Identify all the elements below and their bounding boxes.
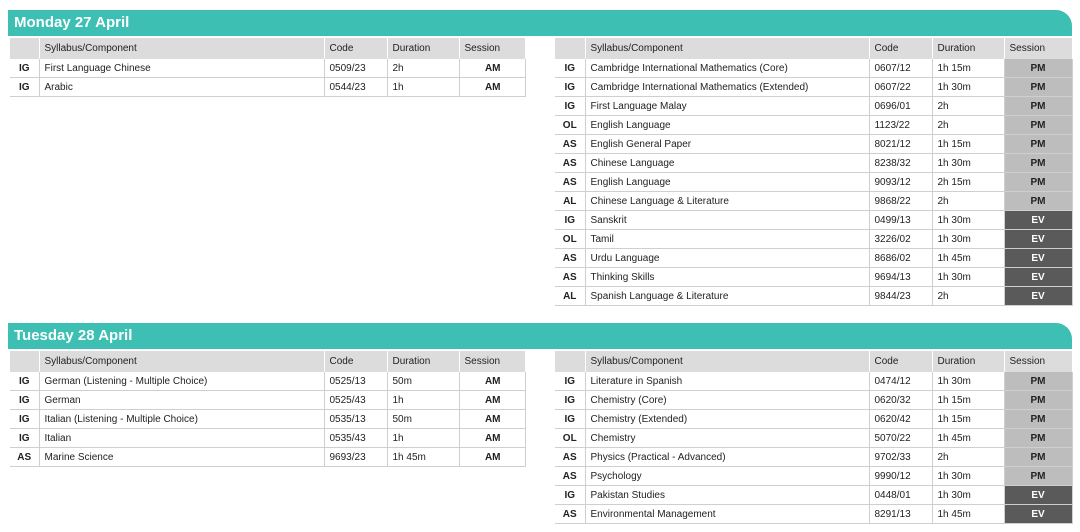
qualification-cell: IG bbox=[10, 410, 39, 429]
code-cell: 9990/12 bbox=[869, 467, 932, 486]
table-row bbox=[10, 410, 525, 429]
code-cell: 0525/13 bbox=[324, 372, 387, 391]
tuesday-am-table bbox=[10, 351, 526, 467]
col-code-header: Code bbox=[324, 38, 387, 59]
col-duration-header: Duration bbox=[932, 351, 1004, 372]
syllabus-cell: Cambridge International Mathematics (Core) bbox=[585, 59, 869, 78]
col-syllabus-header: Syllabus/Component bbox=[585, 38, 869, 59]
table-row bbox=[10, 372, 525, 391]
code-cell: 0544/23 bbox=[324, 78, 387, 97]
session-cell: AM bbox=[459, 372, 525, 391]
col-session-header: Session bbox=[1004, 351, 1072, 372]
table-row bbox=[555, 59, 1072, 78]
qualification-cell: AS bbox=[555, 505, 585, 524]
monday-am-table bbox=[10, 38, 526, 97]
col-syllabus-header: Syllabus/Component bbox=[39, 38, 324, 59]
col-duration-header: Duration bbox=[387, 351, 459, 372]
col-session-header: Session bbox=[459, 38, 525, 59]
syllabus-cell: Psychology bbox=[585, 467, 869, 486]
code-cell: 8686/02 bbox=[869, 249, 932, 268]
code-cell: 9693/23 bbox=[324, 448, 387, 467]
col-code-header: Code bbox=[869, 38, 932, 59]
session-cell: PM bbox=[1004, 410, 1072, 429]
session-cell: PM bbox=[1004, 372, 1072, 391]
session-cell: EV bbox=[1004, 211, 1072, 230]
table-row bbox=[10, 78, 525, 97]
syllabus-cell: Chinese Language bbox=[585, 154, 869, 173]
qualification-cell: IG bbox=[10, 391, 39, 410]
table-row bbox=[555, 135, 1072, 154]
duration-cell: 50m bbox=[387, 372, 459, 391]
code-cell: 9868/22 bbox=[869, 192, 932, 211]
code-cell: 9844/23 bbox=[869, 287, 932, 306]
session-cell: EV bbox=[1004, 287, 1072, 306]
col-qual-header bbox=[555, 351, 585, 372]
col-duration-header: Duration bbox=[932, 38, 1004, 59]
qualification-cell: AS bbox=[555, 135, 585, 154]
code-cell: 8238/32 bbox=[869, 154, 932, 173]
code-cell: 0620/42 bbox=[869, 410, 932, 429]
code-cell: 8291/13 bbox=[869, 505, 932, 524]
duration-cell: 2h bbox=[932, 192, 1004, 211]
col-qual-header bbox=[555, 38, 585, 59]
session-cell: AM bbox=[459, 448, 525, 467]
duration-cell: 1h 30m bbox=[932, 78, 1004, 97]
code-cell: 1123/22 bbox=[869, 116, 932, 135]
code-cell: 9093/12 bbox=[869, 173, 932, 192]
duration-cell: 1h 15m bbox=[932, 391, 1004, 410]
session-cell: EV bbox=[1004, 268, 1072, 287]
duration-cell: 1h 15m bbox=[932, 410, 1004, 429]
syllabus-cell: Cambridge International Mathematics (Extended) bbox=[585, 78, 869, 97]
syllabus-cell: Environmental Management bbox=[585, 505, 869, 524]
duration-cell: 2h 15m bbox=[932, 173, 1004, 192]
qualification-cell: AS bbox=[555, 173, 585, 192]
qualification-cell: IG bbox=[555, 97, 585, 116]
table-row bbox=[555, 372, 1072, 391]
duration-cell: 1h 30m bbox=[932, 154, 1004, 173]
qualification-cell: OL bbox=[555, 116, 585, 135]
table-row bbox=[555, 287, 1072, 306]
table-row bbox=[10, 391, 525, 410]
qualification-cell: OL bbox=[555, 429, 585, 448]
table-row bbox=[555, 192, 1072, 211]
syllabus-cell: Arabic bbox=[39, 78, 324, 97]
session-cell: PM bbox=[1004, 173, 1072, 192]
qualification-cell: IG bbox=[10, 372, 39, 391]
session-cell: PM bbox=[1004, 467, 1072, 486]
code-cell: 0607/22 bbox=[869, 78, 932, 97]
duration-cell: 1h 45m bbox=[932, 249, 1004, 268]
qualification-cell: IG bbox=[10, 59, 39, 78]
syllabus-cell: Pakistan Studies bbox=[585, 486, 869, 505]
session-cell: EV bbox=[1004, 505, 1072, 524]
col-code-header: Code bbox=[324, 351, 387, 372]
duration-cell: 1h bbox=[387, 78, 459, 97]
session-cell: PM bbox=[1004, 97, 1072, 116]
session-cell: AM bbox=[459, 59, 525, 78]
qualification-cell: AL bbox=[555, 287, 585, 306]
qualification-cell: IG bbox=[555, 211, 585, 230]
qualification-cell: AS bbox=[10, 448, 39, 467]
syllabus-cell: Physics (Practical - Advanced) bbox=[585, 448, 869, 467]
duration-cell: 2h bbox=[932, 97, 1004, 116]
table-row bbox=[555, 173, 1072, 192]
code-cell: 0474/12 bbox=[869, 372, 932, 391]
syllabus-cell: Thinking Skills bbox=[585, 268, 869, 287]
session-cell: AM bbox=[459, 391, 525, 410]
table-row bbox=[555, 154, 1072, 173]
col-qual-header bbox=[10, 38, 39, 59]
qualification-cell: AS bbox=[555, 154, 585, 173]
duration-cell: 1h 30m bbox=[932, 230, 1004, 249]
session-cell: PM bbox=[1004, 59, 1072, 78]
table-row bbox=[555, 97, 1072, 116]
day-header-monday: Monday 27 April bbox=[8, 10, 1072, 36]
code-cell: 0525/43 bbox=[324, 391, 387, 410]
duration-cell: 1h 30m bbox=[932, 211, 1004, 230]
col-code-header: Code bbox=[869, 351, 932, 372]
table-row bbox=[555, 429, 1072, 448]
code-cell: 0535/13 bbox=[324, 410, 387, 429]
duration-cell: 50m bbox=[387, 410, 459, 429]
qualification-cell: AS bbox=[555, 448, 585, 467]
session-cell: PM bbox=[1004, 429, 1072, 448]
qualification-cell: IG bbox=[10, 78, 39, 97]
session-cell: EV bbox=[1004, 249, 1072, 268]
session-cell: AM bbox=[459, 429, 525, 448]
session-cell: PM bbox=[1004, 78, 1072, 97]
syllabus-cell: English Language bbox=[585, 116, 869, 135]
duration-cell: 2h bbox=[932, 448, 1004, 467]
syllabus-cell: First Language Chinese bbox=[39, 59, 324, 78]
syllabus-cell: Literature in Spanish bbox=[585, 372, 869, 391]
col-qual-header bbox=[10, 351, 39, 372]
syllabus-cell: Chemistry (Core) bbox=[585, 391, 869, 410]
duration-cell: 2h bbox=[932, 287, 1004, 306]
col-session-header: Session bbox=[1004, 38, 1072, 59]
qualification-cell: IG bbox=[555, 59, 585, 78]
qualification-cell: AS bbox=[555, 268, 585, 287]
duration-cell: 1h 30m bbox=[932, 268, 1004, 287]
duration-cell: 2h bbox=[932, 116, 1004, 135]
session-cell: EV bbox=[1004, 230, 1072, 249]
code-cell: 0509/23 bbox=[324, 59, 387, 78]
qualification-cell: IG bbox=[555, 410, 585, 429]
table-row bbox=[555, 211, 1072, 230]
session-cell: PM bbox=[1004, 448, 1072, 467]
qualification-cell: AS bbox=[555, 249, 585, 268]
code-cell: 0499/13 bbox=[869, 211, 932, 230]
session-cell: PM bbox=[1004, 391, 1072, 410]
table-row bbox=[555, 467, 1072, 486]
col-syllabus-header: Syllabus/Component bbox=[39, 351, 324, 372]
duration-cell: 1h 15m bbox=[932, 135, 1004, 154]
syllabus-cell: English Language bbox=[585, 173, 869, 192]
qualification-cell: AL bbox=[555, 192, 585, 211]
col-syllabus-header: Syllabus/Component bbox=[585, 351, 869, 372]
duration-cell: 1h 45m bbox=[932, 505, 1004, 524]
code-cell: 0696/01 bbox=[869, 97, 932, 116]
tuesday-pm-table bbox=[555, 351, 1073, 524]
session-cell: PM bbox=[1004, 154, 1072, 173]
table-row bbox=[555, 249, 1072, 268]
duration-cell: 1h bbox=[387, 391, 459, 410]
syllabus-cell: Italian bbox=[39, 429, 324, 448]
table-row bbox=[555, 448, 1072, 467]
syllabus-cell: Italian (Listening - Multiple Choice) bbox=[39, 410, 324, 429]
syllabus-cell: German (Listening - Multiple Choice) bbox=[39, 372, 324, 391]
code-cell: 0535/43 bbox=[324, 429, 387, 448]
syllabus-cell: German bbox=[39, 391, 324, 410]
code-cell: 5070/22 bbox=[869, 429, 932, 448]
col-session-header: Session bbox=[459, 351, 525, 372]
table-row bbox=[555, 116, 1072, 135]
duration-cell: 2h bbox=[387, 59, 459, 78]
table-row bbox=[10, 448, 525, 467]
syllabus-cell: Tamil bbox=[585, 230, 869, 249]
syllabus-cell: Urdu Language bbox=[585, 249, 869, 268]
duration-cell: 1h 30m bbox=[932, 467, 1004, 486]
qualification-cell: AS bbox=[555, 467, 585, 486]
table-row bbox=[555, 230, 1072, 249]
table-row bbox=[555, 391, 1072, 410]
table-row bbox=[555, 410, 1072, 429]
syllabus-cell: English General Paper bbox=[585, 135, 869, 154]
code-cell: 0607/12 bbox=[869, 59, 932, 78]
duration-cell: 1h 45m bbox=[932, 429, 1004, 448]
syllabus-cell: First Language Malay bbox=[585, 97, 869, 116]
syllabus-cell: Spanish Language & Literature bbox=[585, 287, 869, 306]
syllabus-cell: Chemistry bbox=[585, 429, 869, 448]
syllabus-cell: Chinese Language & Literature bbox=[585, 192, 869, 211]
col-duration-header: Duration bbox=[387, 38, 459, 59]
code-cell: 9702/33 bbox=[869, 448, 932, 467]
table-row bbox=[10, 429, 525, 448]
code-cell: 0448/01 bbox=[869, 486, 932, 505]
syllabus-cell: Chemistry (Extended) bbox=[585, 410, 869, 429]
monday-pm-table bbox=[555, 38, 1073, 306]
qualification-cell: IG bbox=[555, 486, 585, 505]
session-cell: AM bbox=[459, 78, 525, 97]
code-cell: 8021/12 bbox=[869, 135, 932, 154]
qualification-cell: IG bbox=[555, 372, 585, 391]
duration-cell: 1h 15m bbox=[932, 59, 1004, 78]
session-cell: PM bbox=[1004, 116, 1072, 135]
duration-cell: 1h bbox=[387, 429, 459, 448]
table-row bbox=[555, 78, 1072, 97]
table-row bbox=[555, 486, 1072, 505]
code-cell: 3226/02 bbox=[869, 230, 932, 249]
session-cell: PM bbox=[1004, 135, 1072, 154]
qualification-cell: OL bbox=[555, 230, 585, 249]
qualification-cell: IG bbox=[555, 391, 585, 410]
syllabus-cell: Marine Science bbox=[39, 448, 324, 467]
duration-cell: 1h 30m bbox=[932, 486, 1004, 505]
duration-cell: 1h 30m bbox=[932, 372, 1004, 391]
code-cell: 9694/13 bbox=[869, 268, 932, 287]
day-header-tuesday: Tuesday 28 April bbox=[8, 323, 1072, 349]
qualification-cell: IG bbox=[555, 78, 585, 97]
syllabus-cell: Sanskrit bbox=[585, 211, 869, 230]
table-row bbox=[555, 505, 1072, 524]
duration-cell: 1h 45m bbox=[387, 448, 459, 467]
session-cell: AM bbox=[459, 410, 525, 429]
session-cell: EV bbox=[1004, 486, 1072, 505]
qualification-cell: IG bbox=[10, 429, 39, 448]
session-cell: PM bbox=[1004, 192, 1072, 211]
table-row bbox=[555, 268, 1072, 287]
table-row bbox=[10, 59, 525, 78]
code-cell: 0620/32 bbox=[869, 391, 932, 410]
